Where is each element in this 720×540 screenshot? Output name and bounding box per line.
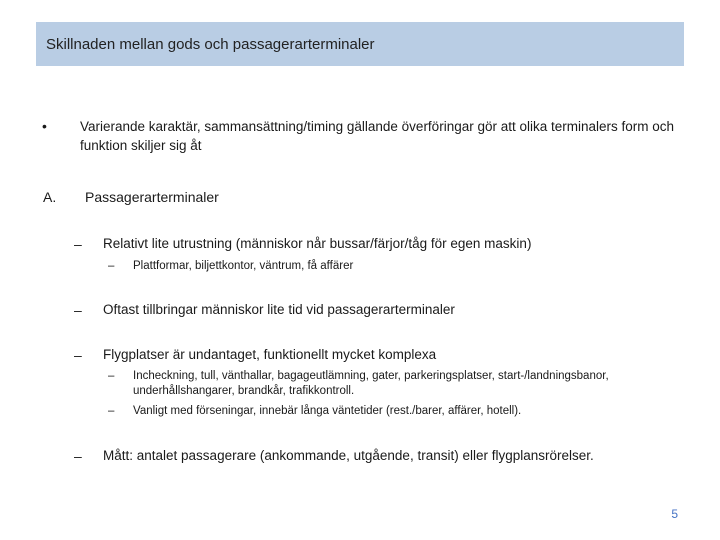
sub-list-item: Vanligt med förseningar, innebär långa väntetider (rest./barer, affärer, hotell). [133, 405, 522, 417]
sub-dash-marker: – [108, 405, 115, 417]
section-heading: Passagerarterminaler [85, 189, 219, 205]
page-number: 5 [671, 507, 678, 521]
dash-marker: – [74, 236, 82, 252]
slide-title-bar [36, 22, 684, 66]
dash-marker: – [74, 448, 82, 464]
list-item: Relativt lite utrustning (människor når bussar/färjor/tåg för egen maskin) [103, 236, 532, 251]
list-item: Flygplatser är undantaget, funktionellt mycket komplexa [103, 347, 437, 362]
sub-list-item: Incheckning, tull, vänthallar, bagageutlämning, gater, parkeringsplatser, start-/landningsbanor, underhållshangarer, brandkår, trafikkontroll. [133, 370, 609, 397]
sub-dash-marker: – [108, 370, 115, 382]
intro-text: Varierande karaktär, sammansättning/timing gällande överföringar gör att olika terminalers form och funktion skiljer sig åt [80, 119, 675, 153]
list-item: Mått: antalet passagerare (ankommande, utgående, transit) eller flygplansrörelser. [103, 448, 594, 463]
bullet-marker: • [42, 118, 47, 134]
dash-marker: – [74, 347, 82, 363]
sub-list-item: Plattformar, biljettkontor, väntrum, få affärer [133, 260, 354, 272]
section-marker: A. [43, 189, 57, 205]
dash-marker: – [74, 302, 82, 318]
slide-title: Skillnaden mellan gods och passagerarterminaler [46, 35, 375, 53]
list-item: Oftast tillbringar människor lite tid vid passagerarterminaler [103, 302, 455, 317]
sub-dash-marker: – [108, 260, 115, 272]
